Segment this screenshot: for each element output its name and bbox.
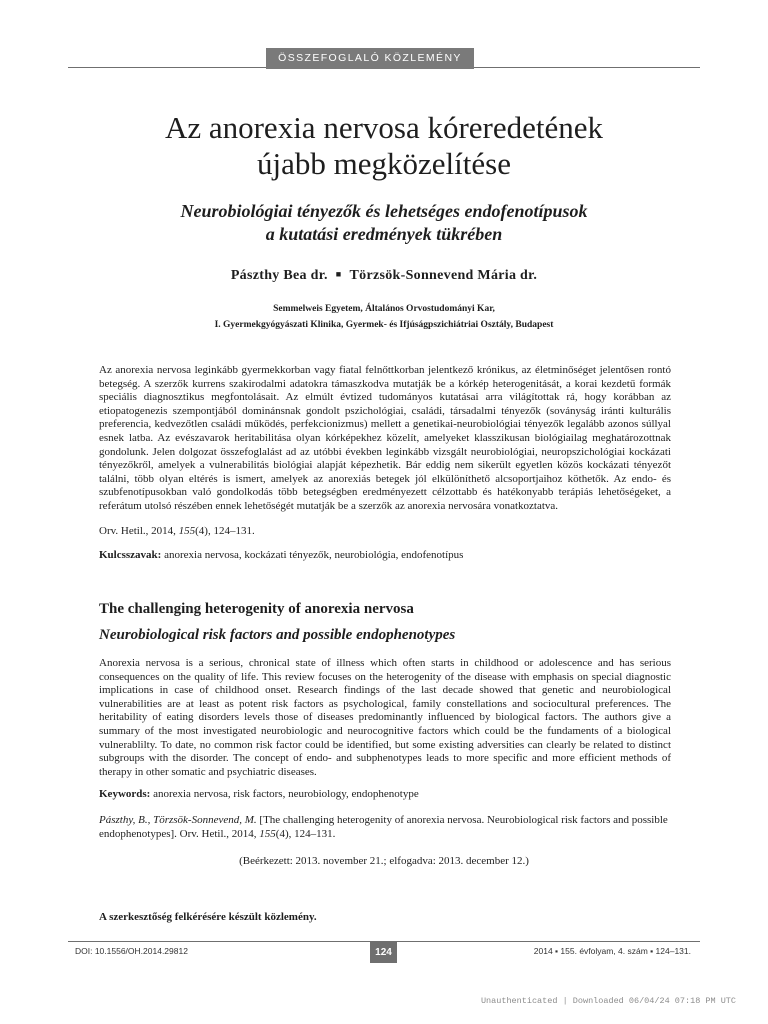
english-subtitle: Neurobiological risk factors and possible endophenotypes [99,627,456,643]
reference-volume: 155 [259,828,276,840]
subtitle-line-1: Neurobiológiai tényezők és lehetséges endofenotípusok [180,201,588,221]
affiliation [68,301,700,333]
english-reference [99,813,671,841]
page-number: 124 [370,942,397,963]
citation-volume: 155 [178,525,196,537]
abstract-english: Anorexia nervosa is a serious, chronical state of illness which often starts in childhood or adolescence and has serious consequences on the quality of life. This review focuses on the heterogenity of the disease with emphasis on special diagnostic implications in case of childhood onset. Research findings of the last decade showed that genetic and neurobiological vulnerabilities are at least as potent risk factors as psychological, family constellations and sociocultural preferences. The heritability of eating disorders levels those of diseases predominantly influenced by biological factors. The authors give a summary of the most investigated neurobiologic and neurocognitive factors which could be the fundaments of a biological vulnerablilty. To date, no common risk factor could be identified, but some existing adversities can clearly be related to distinct subgroups with the disorder. The concept of endo- and subphenotypes leads to more specific and more efficient methods of therapy in other somatic and psychiatric diseases. [99,657,671,778]
reference-body: [The challenging heterogenity of anorexia nervosa. Neurobiological risk factors and possible endophenotypes]. Orv. Hetil., 2014, [99,814,668,840]
citation-prefix: Orv. Hetil., 2014, [99,525,179,537]
english-title: The challenging heterogenity of anorexia nervosa [99,601,414,617]
doi-link[interactable]: DOI: 10.1556/OH.2014.29812 [75,946,188,956]
author-2: Törzsök-Sonnevend Mária dr. [349,268,538,283]
section-label: ÖSSZEFOGLALÓ KÖZLEMÉNY [266,48,474,69]
download-note: Unauthenticated | Downloaded 06/04/24 07:18 PM UTC [480,996,736,1006]
keywords-hungarian [99,549,463,561]
affiliation-line-1: Semmelweis Egyetem, Általános Orvostudományi Kar, [273,304,495,314]
abstract-hungarian: Az anorexia nervosa leginkább gyermekkorban vagy fiatal felnőttkorban jelentkező krónikus, az életminőséget jelentősen rontó betegség. A szerzők kurrens szakirodalmi adatokra támaszkodva mutatják be a kórkép heterogenitását, a korai kezdetű formák speciális diagnosztikus megfontolásait. Az elmúlt évtized tudományos kutatásai arra világítottak rá, hogy korábban az etiopatogenezis szempontjából dominánsnak gondolt pszichológiai, családi, társadalmi tényezők (soványság iránti kulturális preferencia, kedvezőtlen családi működés, perfekcionizmus) mellett a genetikai-neurobiológiai tényezők legalább azonos súllyal esnek latba. Az evészavarok heritabilitása olyan kórképekhez közelít, amelyeket klasszikusan biológiailag meghatározottnak gondolunk. Jelen dolgozat összefoglalást ad az utóbbi években leginkább vizsgált neurobiológiai, neuropszichológiai kockázati tényezőkről, amelyek a vulnerabilitás biológiai alapját képezhetik. Bár eddig nem sikerült egyetlen közös kockázati tényezőt találni, több olyan eltérés is ismert, amelyek az anorexiás betegek jól elkülöníthető alcsoportjaihoz köthetők. Az endo- és szubfenotípusokban való gondolkodás több betegségben eredményezett célzottabb és hatékonyabb terápiás lehetőségeket, a referátum utolsó részében ennek lehetőségét mutatják be a szerzők az anorexia nervosára vonatkoztatva. [99,364,671,512]
title-line-2: újabb megközelítése [257,146,511,181]
editorial-request-note: A szerkesztőség felkérésére készült közlemény. [99,911,317,923]
title-line-1: Az anorexia nervosa kóreredetének [164,110,604,145]
citation-suffix: (4), 124–131. [195,525,255,537]
author-list [68,268,700,284]
issue-info: 2014 ▪ 155. évfolyam, 4. szám ▪ 124–131. [533,946,691,956]
article-subtitle [68,200,700,246]
keywords-label-hu: Kulcsszavak: [99,549,162,561]
keywords-list-hu: anorexia nervosa, kockázati tényezők, neurobiológia, endofenotípus [161,549,464,561]
keywords-english [99,788,419,800]
subtitle-line-2: a kutatási eredmények tükrében [265,224,503,244]
keywords-list-en: anorexia nervosa, risk factors, neurobiology, endophenotype [150,788,419,800]
reference-authors: Pászthy, B., Törzsök-Sonnevend, M. [99,814,257,826]
affiliation-line-2: I. Gyermekgyógyászati Klinika, Gyermek- és Ifjúságpszichiátriai Osztály, Budapest [214,320,554,330]
author-1: Pászthy Bea dr. [230,268,328,283]
article-title [68,110,700,182]
received-dates: (Beérkezett: 2013. november 21.; elfogadva: 2013. december 12.) [239,855,529,867]
citation-hungarian [99,525,255,537]
keywords-label-en: Keywords: [99,788,151,800]
reference-suffix: (4), 124–131. [275,828,336,840]
author-separator: ■ [335,269,342,279]
